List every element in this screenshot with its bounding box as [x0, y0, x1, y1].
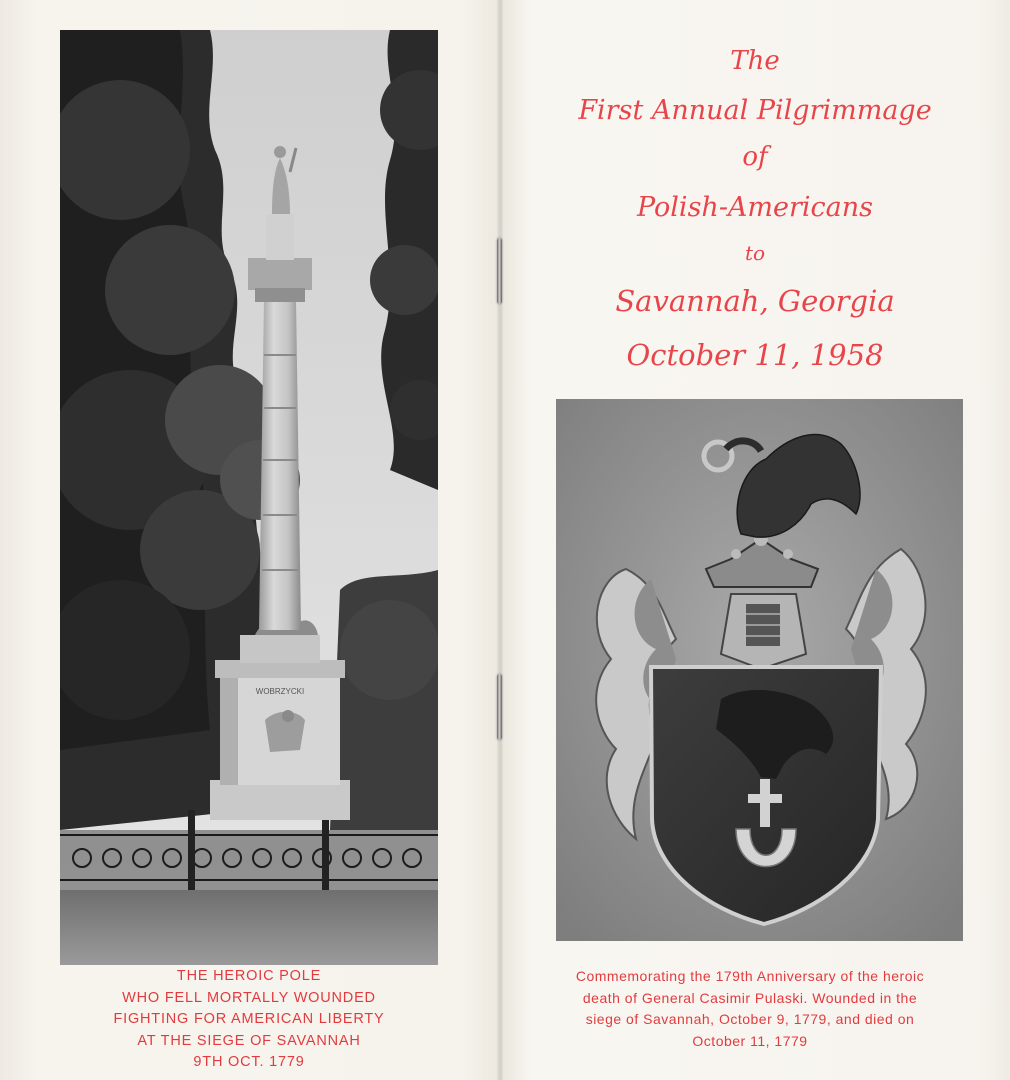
title-line: Polish-Americans — [636, 192, 874, 223]
caption-line: siege of Savannah, October 9, 1779, and died on — [585, 1011, 915, 1027]
title-line: October 11, 1958 — [626, 338, 884, 372]
staple-bottom — [497, 674, 502, 740]
monument-caption — [60, 966, 438, 1074]
monument-plaque-text: WOBRZYCKI — [255, 687, 305, 696]
caption-line: AT THE SIEGE OF SAVANNAH — [137, 1032, 361, 1049]
pulaski-caption — [520, 966, 980, 1052]
title-line: to — [744, 241, 766, 265]
caption-line: Commemorating the 179th Anniversary of the heroic — [575, 968, 925, 984]
coat-of-arms-photo — [556, 399, 963, 941]
title-line: of — [742, 142, 768, 172]
caption-line: October 11, 1779 — [692, 1032, 808, 1049]
caption-line: THE HEROIC POLE — [176, 968, 322, 984]
monument-photo — [60, 30, 438, 965]
caption-line: WHO FELL MORTALLY WOUNDED — [122, 989, 376, 1006]
caption-line: 9TH OCT. 1779 — [193, 1054, 305, 1070]
caption-line: FIGHTING FOR AMERICAN LIBERTY — [113, 1011, 385, 1027]
title-line: The — [730, 46, 780, 76]
title-line: Savannah, Georgia — [615, 284, 895, 318]
title-line: First Annual Pilgrimmage — [578, 95, 932, 126]
caption-line: death of General Casimir Pulaski. Wounded in the — [582, 989, 918, 1006]
